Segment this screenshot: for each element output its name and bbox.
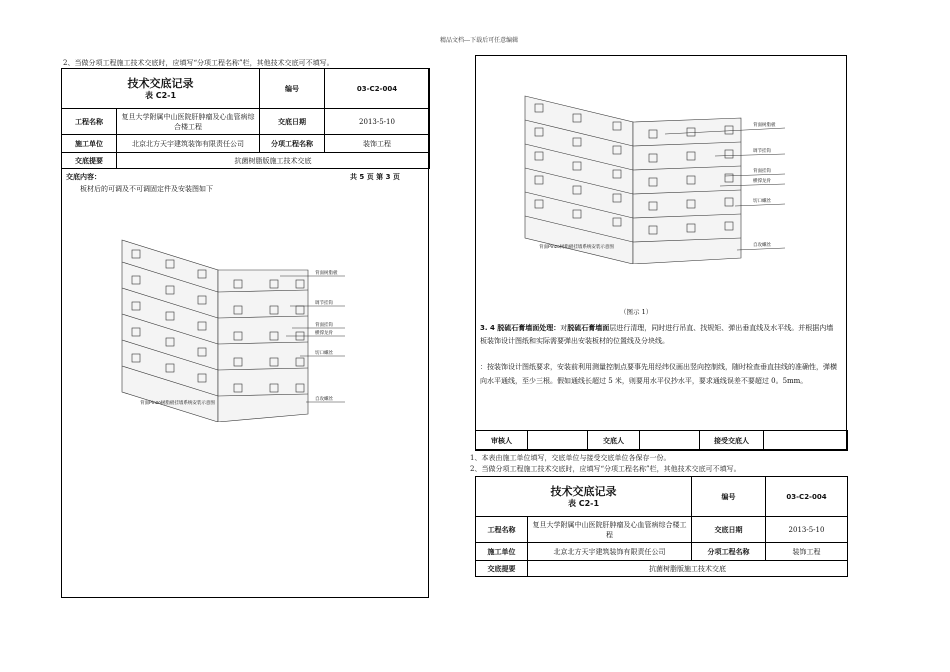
date-value: 2013-5-10: [766, 517, 848, 543]
left-installation-diagram: [110, 232, 370, 422]
diagram-label-1: 背面树脂板: [753, 123, 776, 128]
diagram-label-3: 背面挂钩: [315, 323, 333, 328]
number-value: 03-C2-004: [325, 69, 430, 109]
reviewer-label: 审核人: [476, 431, 528, 451]
diagram-caption: 背面Pinzo树脂板挂墙系统安装示意图: [140, 401, 215, 406]
record-title-cell: [62, 69, 260, 109]
record-title-cell: [476, 477, 692, 517]
diagram-label-2: 调节挂钩: [315, 301, 333, 306]
sign-table: [475, 430, 848, 451]
record-form-no: 表 C2-1: [144, 90, 177, 100]
header-note: 精品文档---下载后可任意编辑: [440, 37, 519, 44]
sub-project-value: 装饰工程: [325, 135, 430, 153]
figure-caption: （图示 1）: [620, 308, 653, 316]
project-label: 工程名称: [62, 109, 117, 135]
top-note: 2、当做分项工程施工技术交底时，应填写“分项工程名称”栏，其他技术交底可不填写。: [63, 59, 334, 67]
diagram-label-2: 调节挂钩: [753, 149, 771, 154]
discloser-label: 交底人: [588, 431, 640, 451]
project-value: 复旦大学附属中山医院肝肿瘤及心血管病综合楼工程: [117, 109, 260, 135]
left-record-table: [61, 68, 430, 169]
date-label: 交底日期: [260, 109, 325, 135]
receiver-label: 接受交底人: [700, 431, 764, 451]
diagram-label-5: 切口螺丝: [315, 351, 333, 356]
sub-project-label: 分项工程名称: [692, 543, 766, 561]
summary-value: 抗菌树脂版施工技术交底: [528, 561, 848, 577]
number-value: 03-C2-004: [766, 477, 848, 517]
diagram-label-6: 自攻螺丝: [315, 397, 333, 402]
date-value: 2013-5-10: [325, 109, 430, 135]
project-value: 复旦大学附属中山医院肝肿瘤及心血管病综合楼工程: [528, 517, 692, 543]
number-label: 编号: [260, 69, 325, 109]
unit-label: 施工单位: [476, 543, 528, 561]
sub-project-value: 装饰工程: [766, 543, 848, 561]
section-lead-bold: 脱硫石膏墙面: [567, 324, 610, 332]
unit-label: 施工单位: [62, 135, 117, 153]
project-label: 工程名称: [476, 517, 528, 543]
diagram-label-6: 自攻螺丝: [753, 243, 771, 248]
panel-wall-grid: [122, 240, 308, 422]
diagram-caption: 背面Pinzo树脂板挂墙系统安装示意图: [539, 245, 614, 250]
diagram-label-1: 背面树脂板: [315, 271, 338, 276]
record-title: 技术交底记录: [127, 76, 194, 90]
page-info: 共 5 页 第 3 页: [350, 173, 400, 181]
right-record-table: [475, 476, 848, 577]
paragraph-2: ：按装饰设计图纸要求，安装前利用测量控制点要事先用经纬仪画出竖向控制线，随时检查垂直挂线的准确性，弹横向水平通线，至少三根。假如通线长超过 5 米，则要用水平仪抄水平，要求通线误差不要超过 0。5mm。: [480, 363, 837, 385]
date-label: 交底日期: [692, 517, 766, 543]
content-label: 交底内容：: [66, 173, 101, 181]
discloser-value[interactable]: [640, 431, 700, 451]
note-2: 2、当做分项工程施工技术交底时，应填写“分项工程名称”栏，其他技术交底可不填写。: [470, 465, 741, 473]
reviewer-value[interactable]: [528, 431, 588, 451]
summary-value: 抗菌树脂版施工技术交底: [117, 153, 430, 169]
sub-project-label: 分项工程名称: [260, 135, 325, 153]
content-text: 板材后的可调及不可调固定件及安装图如下: [80, 185, 213, 193]
diagram-label-4: 横撑龙骨: [753, 179, 771, 184]
record-form-no: 表 C2-1: [567, 498, 600, 508]
summary-label: 交底提要: [62, 153, 117, 169]
record-title: 技术交底记录: [550, 484, 617, 498]
unit-value: 北京北方天宇建筑装饰有限责任公司: [117, 135, 260, 153]
section-title: 3. 4 脱硫石膏墙面处理：: [480, 324, 561, 332]
diagram-label-3: 背面挂钩: [753, 169, 771, 174]
summary-label: 交底提要: [476, 561, 528, 577]
diagram-label-5: 切口螺丝: [753, 199, 771, 204]
panel-wall-grid-right: [525, 96, 741, 264]
section-lead-plain: 对: [560, 324, 568, 332]
number-label: 编号: [692, 477, 766, 517]
note-1: 1、本表由施工单位填写，交底单位与接受交底单位各保存一份。: [470, 454, 671, 462]
right-installation-diagram: [515, 92, 795, 264]
section-lead-rest: 层进行清理，同时进行吊直、找规矩、弹出垂直线及水平线。并根据内墙板装饰设计图纸和实际需要弹出安装板材的位置线及分块线。: [480, 324, 834, 345]
section-paragraph: [480, 322, 840, 348]
diagram-label-4: 横撑龙骨: [315, 331, 333, 336]
receiver-value[interactable]: [764, 431, 848, 451]
unit-value: 北京北方天宇建筑装饰有限责任公司: [528, 543, 692, 561]
